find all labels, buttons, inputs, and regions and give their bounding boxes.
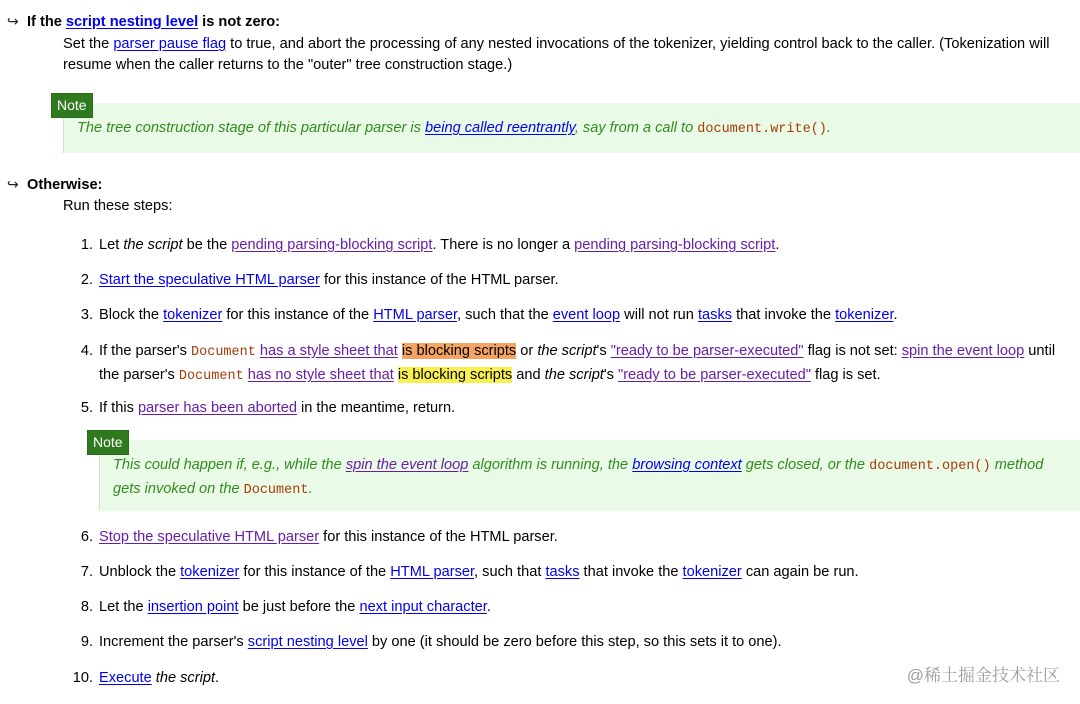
ready-to-be-parser-executed-link[interactable]: "ready to be parser-executed" [618, 367, 811, 383]
step-number: 3. [80, 307, 93, 323]
step-number: 9. [80, 634, 93, 650]
step-8 [99, 596, 491, 618]
tokenizer-link[interactable]: tokenizer [835, 307, 894, 323]
pending-parsing-blocking-script-link[interactable]: pending parsing-blocking script [231, 237, 433, 253]
step-text: 's [596, 343, 611, 359]
return-arrow-icon: ↪ [7, 176, 19, 192]
step-3 [99, 304, 898, 326]
note-label: Note [87, 430, 129, 455]
spin-event-loop-link[interactable]: spin the event loop [901, 343, 1025, 359]
otherwise-body: Run these steps: [63, 198, 173, 214]
body-text: Set the [63, 36, 114, 52]
note-text-part: , say from a call to [574, 120, 698, 136]
step-number: 1. [80, 237, 93, 253]
step-9 [99, 631, 782, 653]
html-parser-link[interactable]: HTML parser [373, 307, 458, 323]
step-emphasis: the script [544, 367, 604, 383]
step-text: . [893, 307, 898, 323]
step-text: and [512, 367, 545, 383]
event-loop-link[interactable]: event loop [552, 307, 621, 323]
step-text: that invoke the [579, 564, 683, 580]
step-text: for this instance of the [239, 564, 391, 580]
start-speculative-parser-link[interactable]: Start the speculative HTML parser [99, 272, 320, 288]
step-7 [99, 561, 859, 583]
note-text-part: gets invoked on the [113, 481, 244, 497]
step-number: 6. [80, 529, 93, 545]
step-text: . [215, 670, 220, 686]
blocking-scripts-highlight: is blocking scripts [397, 367, 513, 383]
step-text: flag is set. [810, 367, 881, 383]
step-text: by one (it should be zero before this step, so this sets it to one). [367, 634, 782, 650]
step-text: be the [182, 237, 232, 253]
step-text: . [775, 237, 780, 253]
step-text: flag is not set: [803, 343, 902, 359]
script-nesting-level-link[interactable]: script nesting level [247, 634, 368, 650]
browsing-context-link[interactable]: browsing context [632, 457, 742, 473]
step-text: that invoke the [732, 307, 836, 323]
step-10 [99, 667, 219, 689]
tokenizer-link[interactable]: tokenizer [682, 564, 742, 580]
tokenizer-link[interactable]: tokenizer [180, 564, 240, 580]
step-5 [99, 397, 455, 419]
being-called-reentrantly-link[interactable]: being called reentrantly [424, 120, 575, 136]
note-text-part: algorithm is running, the [468, 457, 633, 473]
step-6 [99, 526, 558, 548]
note-text [113, 454, 1068, 502]
step-text: Block the [99, 307, 164, 323]
insertion-point-link[interactable]: insertion point [147, 599, 239, 615]
step-text: Let [99, 237, 124, 253]
note-text [77, 117, 1077, 141]
heading-text: If the [27, 14, 66, 30]
condition-heading [27, 14, 280, 30]
step-emphasis: the script [155, 670, 216, 686]
document-code: Document [243, 483, 309, 498]
tokenizer-link[interactable]: tokenizer [163, 307, 223, 323]
step-emphasis: the script [123, 237, 183, 253]
step-1 [99, 234, 779, 256]
step-text: Unblock the [99, 564, 181, 580]
spin-event-loop-link[interactable]: spin the event loop [345, 457, 469, 473]
note-text-part: This could happen if, e.g., while the [113, 457, 346, 473]
watermark: @稀土掘金技术社区 [906, 666, 1060, 685]
step-number: 8. [80, 599, 93, 615]
tasks-link[interactable]: tasks [697, 307, 733, 323]
step-text: or [516, 343, 538, 359]
pending-parsing-blocking-script-link[interactable]: pending parsing-blocking script [574, 237, 776, 253]
note-text-part: The tree construction stage of this particular parser is [77, 120, 425, 136]
step-text: . [486, 599, 491, 615]
body-text: resume when the caller returns to the "outer" tree construction stage.) [63, 57, 513, 73]
step-text: . There is no longer a [432, 237, 575, 253]
script-nesting-level-link[interactable]: script nesting level [65, 14, 199, 30]
has-no-style-sheet-link[interactable]: has no style sheet that [247, 367, 394, 383]
note-text-part: . [308, 481, 313, 497]
note-text-part: gets closed, or the [741, 457, 870, 473]
note-label: Note [51, 93, 93, 118]
step-text: If the parser's [99, 343, 192, 359]
document-code: Document [178, 369, 244, 384]
step-number: 4. [80, 343, 93, 359]
ready-to-be-parser-executed-link[interactable]: "ready to be parser-executed" [610, 343, 804, 359]
step-text: will not run [620, 307, 698, 323]
stop-speculative-parser-link[interactable]: Stop the speculative HTML parser [99, 529, 320, 545]
heading-text: is not zero: [198, 14, 281, 30]
step-text: If this [99, 400, 138, 416]
return-arrow-icon: ↪ [7, 13, 19, 29]
step-text: be just before the [238, 599, 360, 615]
condition-body [63, 34, 1063, 76]
step-text: in the meantime, return. [296, 400, 456, 416]
parser-aborted-link[interactable]: parser has been aborted [137, 400, 297, 416]
step-text: , such that the [457, 307, 553, 323]
parser-pause-flag-link[interactable]: parser pause flag [113, 36, 227, 52]
step-text: for this instance of the [222, 307, 374, 323]
tasks-link[interactable]: tasks [545, 564, 580, 580]
otherwise-heading: Otherwise: [27, 177, 103, 193]
blocking-scripts-highlight: is blocking scripts [401, 343, 517, 359]
has-style-sheet-link[interactable]: has a style sheet that [259, 343, 398, 359]
step-text: the parser's [99, 367, 179, 383]
step-4 [99, 340, 1074, 388]
document-code: Document [191, 345, 256, 360]
step-text: 's [603, 367, 619, 383]
html-parser-link[interactable]: HTML parser [390, 564, 475, 580]
step-text: for this instance of the HTML parser. [319, 529, 558, 545]
document-open-code: document.open() [869, 459, 991, 474]
step-text: Let the [99, 599, 148, 615]
step-number: 5. [80, 400, 93, 416]
step-text: can again be run. [741, 564, 859, 580]
next-input-character-link[interactable]: next input character [359, 599, 487, 615]
execute-link[interactable]: Execute [99, 670, 152, 686]
document-write-code: document.write() [697, 122, 827, 137]
step-text: until [1024, 343, 1056, 359]
step-text: , such that [474, 564, 546, 580]
step-2 [99, 269, 559, 291]
body-text: to true, and abort the processing of any nested invocations of the tokenizer, yielding control back to the caller. (Tokenization will [226, 36, 1050, 52]
step-text: Increment the parser's [99, 634, 248, 650]
step-number: 2. [80, 272, 93, 288]
step-number: 7. [80, 564, 93, 580]
note-text-part: method [990, 457, 1044, 473]
step-text: for this instance of the HTML parser. [319, 272, 559, 288]
step-emphasis: the script [537, 343, 597, 359]
note-text-part: . [826, 120, 831, 136]
step-number: 10. [72, 670, 93, 686]
